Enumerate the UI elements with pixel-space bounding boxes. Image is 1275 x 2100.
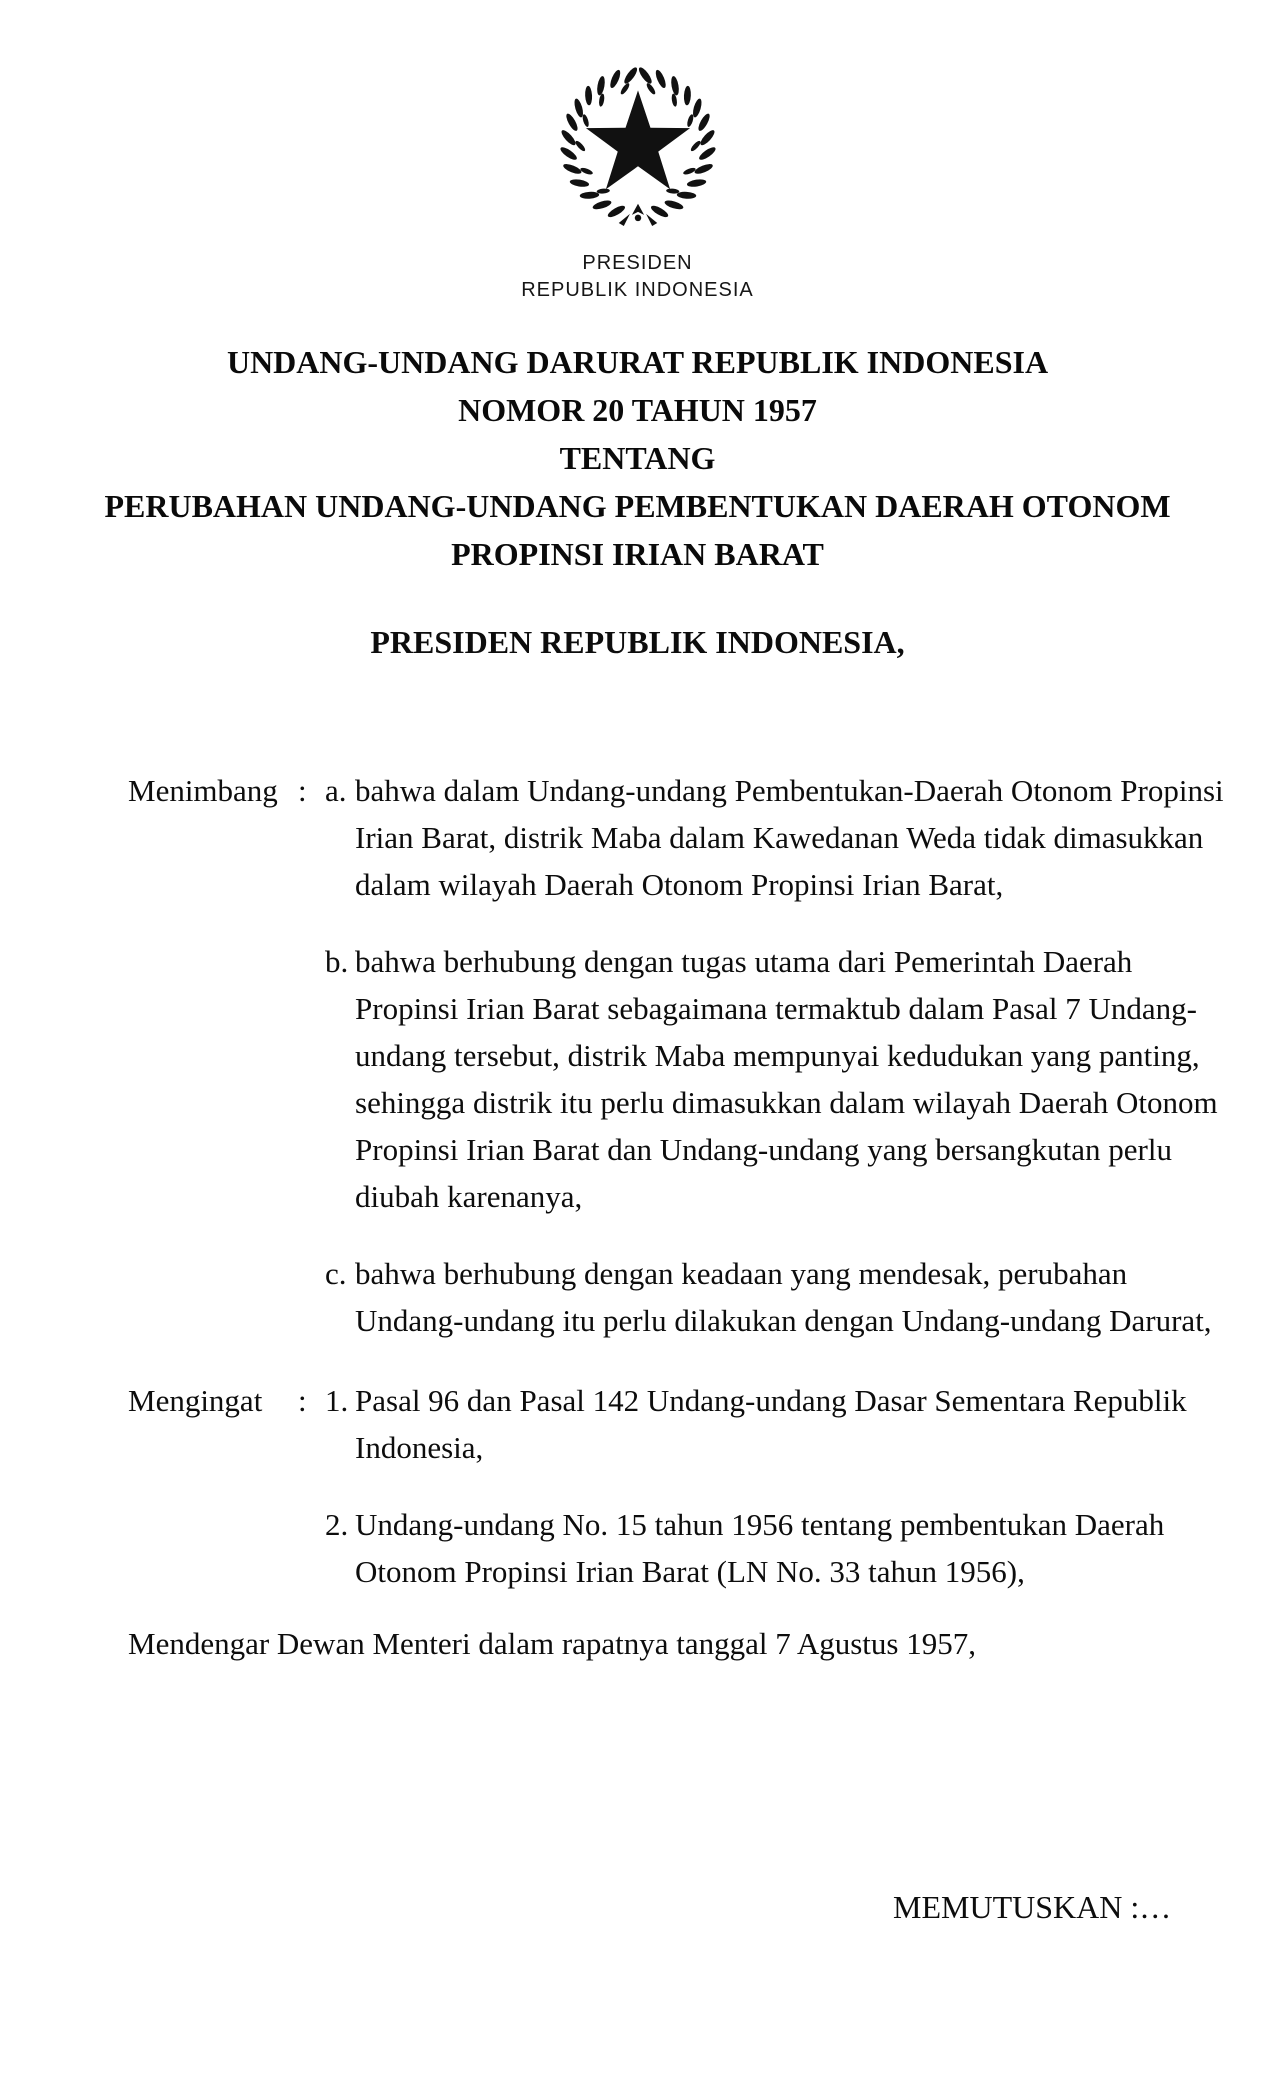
text-line: Propinsi Irian Barat sebagaimana termaktub dalam Pasal 7 Undang- bbox=[355, 991, 1197, 1026]
clause-menimbang-a bbox=[128, 767, 1224, 908]
salutation: PRESIDEN REPUBLIK INDONESIA, bbox=[370, 624, 905, 660]
text-line: Pasal 96 dan Pasal 142 Undang-undang Dasar Sementara Republik bbox=[355, 1383, 1187, 1418]
clause-marker: a. bbox=[325, 773, 347, 808]
clause-text bbox=[355, 938, 1218, 1220]
text-line: bahwa berhubung dengan keadaan yang mendesak, perubahan bbox=[355, 1256, 1128, 1291]
clause-marker: c. bbox=[325, 1256, 347, 1291]
text-line: Irian Barat, distrik Maba dalam Kawedanan Weda tidak dimasukkan bbox=[355, 820, 1204, 855]
text-line: PROPINSI IRIAN BARAT bbox=[451, 536, 824, 572]
text-line: PERUBAHAN UNDANG-UNDANG PEMBENTUKAN DAERAH OTONOM bbox=[104, 488, 1171, 524]
clause-label: Menimbang bbox=[128, 773, 278, 808]
text-line: Indonesia, bbox=[355, 1430, 484, 1465]
mendengar-line: Mendengar Dewan Menteri dalam rapatnya tanggal 7 Agustus 1957, bbox=[128, 1626, 976, 1661]
clause-marker: 1. bbox=[325, 1383, 349, 1418]
text-line: NOMOR 20 TAHUN 1957 bbox=[458, 392, 817, 428]
clause-marker: 2. bbox=[325, 1507, 349, 1542]
text-line: sehingga distrik itu perlu dimasukkan dalam wilayah Daerah Otonom bbox=[355, 1085, 1218, 1120]
text-line: Otonom Propinsi Irian Barat (LN No. 33 tahun 1956), bbox=[355, 1554, 1025, 1589]
clause-menimbang-b bbox=[128, 938, 1218, 1220]
clause-text bbox=[355, 1250, 1212, 1344]
clause-label bbox=[128, 1501, 298, 1595]
clause-colon bbox=[298, 938, 325, 1220]
clause-colon: : bbox=[298, 773, 307, 808]
star-wreath-emblem-icon bbox=[557, 64, 719, 226]
clause-mengingat-2 bbox=[128, 1501, 1165, 1595]
clause-text bbox=[355, 1501, 1165, 1595]
text-line: bahwa dalam Undang-undang Pembentukan-Daerah Otonom Propinsi bbox=[355, 773, 1224, 808]
clauses-section bbox=[0, 767, 1275, 1595]
agency-line-presiden: PRESIDEN bbox=[582, 252, 693, 274]
text-line: Propinsi Irian Barat dan Undang-undang yang bersangkutan perlu bbox=[355, 1132, 1172, 1167]
clause-label: Mengingat bbox=[128, 1383, 263, 1418]
agency-line-republik: REPUBLIK INDONESIA bbox=[521, 279, 754, 301]
clause-colon bbox=[298, 1501, 325, 1595]
text-line: bahwa berhubung dengan tugas utama dari Pemerintah Daerah bbox=[355, 944, 1133, 979]
clause-menimbang-c bbox=[128, 1250, 1212, 1344]
clause-mengingat-1 bbox=[128, 1377, 1187, 1471]
clause-label bbox=[128, 1250, 298, 1344]
document-title bbox=[0, 338, 1275, 578]
clause-colon: : bbox=[298, 1383, 307, 1418]
text-line: Undang-undang itu perlu dilakukan dengan Undang-undang Darurat, bbox=[355, 1303, 1212, 1338]
agency-header bbox=[0, 250, 1275, 304]
clause-text bbox=[355, 1377, 1187, 1471]
clause-text bbox=[355, 767, 1224, 908]
text-line: dalam wilayah Daerah Otonom Propinsi Irian Barat, bbox=[355, 867, 1004, 902]
clause-marker: b. bbox=[325, 944, 349, 979]
text-line: Undang-undang No. 15 tahun 1956 tentang pembentukan Daerah bbox=[355, 1507, 1165, 1542]
memutuskan-catchword: MEMUTUSKAN :… bbox=[893, 1889, 1172, 1925]
text-line: diubah karenanya, bbox=[355, 1179, 583, 1214]
text-line: undang tersebut, distrik Maba mempunyai kedudukan yang panting, bbox=[355, 1038, 1200, 1073]
clause-colon bbox=[298, 1250, 325, 1344]
text-line: TENTANG bbox=[559, 440, 716, 476]
clause-label bbox=[128, 938, 298, 1220]
text-line: UNDANG-UNDANG DARURAT REPUBLIK INDONESIA bbox=[226, 344, 1049, 380]
